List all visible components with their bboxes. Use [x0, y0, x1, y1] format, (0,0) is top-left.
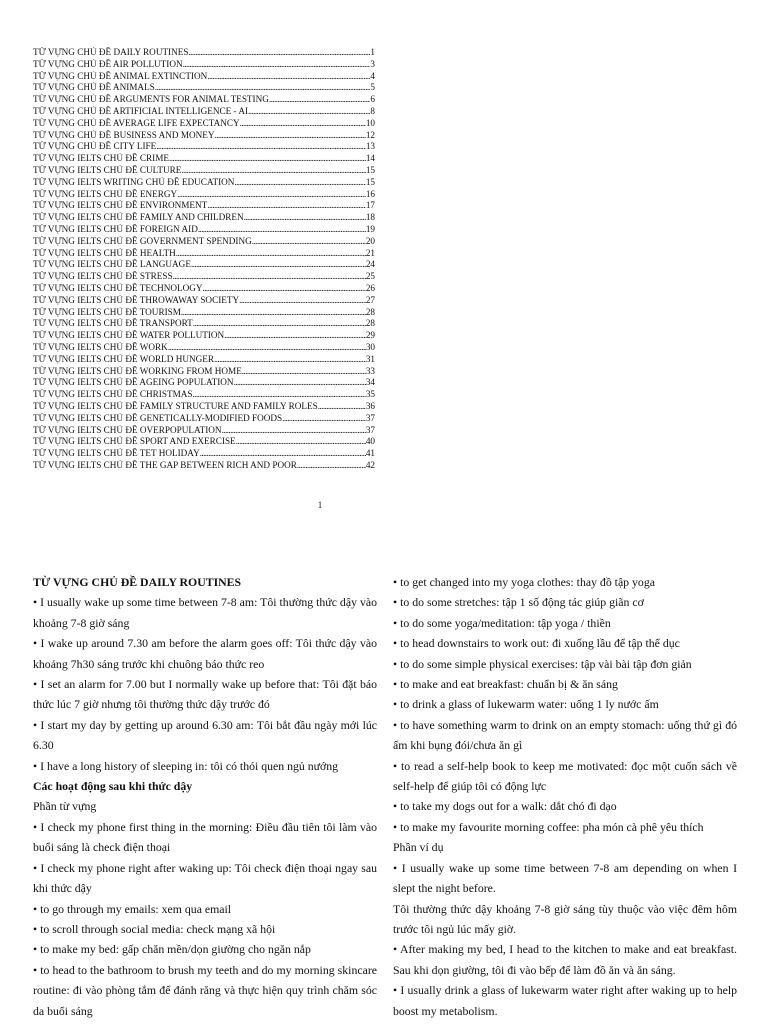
- right-column: [393, 572, 737, 1021]
- toc-entry[interactable]: [33, 59, 375, 71]
- toc-leader-dots: [234, 377, 366, 389]
- table-of-contents: [33, 47, 375, 472]
- toc-entry-title: TỪ VỰNG IELTS CHỦ ĐỀ FAMILY STRUCTURE AND FAMILY ROLES: [33, 400, 318, 411]
- toc-entry[interactable]: [33, 283, 375, 295]
- toc-leader-dots: [198, 224, 366, 236]
- toc-entry-page: 41: [365, 448, 375, 459]
- toc-entry-page: 34: [365, 377, 375, 388]
- toc-leader-dots: [269, 94, 371, 106]
- toc-entry[interactable]: [33, 318, 375, 330]
- toc-entry[interactable]: [33, 448, 375, 460]
- toc-entry[interactable]: [33, 71, 375, 83]
- toc-entry-page: 40: [365, 436, 375, 447]
- toc-entry[interactable]: [33, 354, 375, 366]
- toc-entry-page: 28: [365, 318, 375, 329]
- paragraph: • to make my bed: gấp chăn mền/dọn giường cho ngăn nắp: [33, 942, 311, 957]
- paragraph: Phần từ vựng: [33, 799, 97, 814]
- toc-entry-page: 10: [365, 117, 375, 128]
- paragraph: • to make my favourite morning coffee: pha món cà phê yêu thích: [393, 819, 704, 834]
- paragraph: • to get changed into my yoga clothes: thay đồ tập yoga: [393, 575, 655, 589]
- toc-leader-dots: [282, 413, 366, 425]
- toc-leader-dots: [215, 130, 366, 142]
- paragraph: Tôi thường thức dậy khoảng 7-8 giờ sáng tùy thuộc vào việc đêm hôm trước tôi ngủ lúc mấy giờ.: [393, 901, 737, 936]
- toc-entry[interactable]: [33, 342, 375, 354]
- toc-entry-title: TỪ VỰNG IELTS CHỦ ĐỀ FAMILY AND CHILDREN: [33, 212, 244, 223]
- toc-entry[interactable]: [33, 330, 375, 342]
- toc-entry-page: 21: [365, 247, 375, 258]
- toc-leader-dots: [240, 118, 366, 130]
- toc-entry-page: 37: [365, 412, 375, 423]
- toc-entry-page: 20: [365, 235, 375, 246]
- toc-entry-page: 8: [370, 105, 375, 116]
- paragraph: • to scroll through social media: check mạng xã hội: [33, 921, 276, 936]
- toc-leader-dots: [156, 141, 366, 153]
- toc-entry-title: TỪ VỰNG CHỦ ĐỀ ANIMALS: [33, 82, 155, 93]
- toc-entry-page: 25: [365, 271, 375, 282]
- toc-entry-page: 28: [365, 306, 375, 317]
- toc-entry-page: 36: [365, 400, 375, 411]
- toc-leader-dots: [183, 59, 371, 71]
- paragraph: • I usually wake up some time between 7-8 am: Tôi thường thức dậy vào khoảng 7-8 giờ sáng: [33, 595, 377, 630]
- toc-entry[interactable]: [33, 94, 375, 106]
- toc-entry-page: 18: [365, 212, 375, 223]
- toc-leader-dots: [248, 106, 370, 118]
- paragraph: • I start my day by getting up around 6.30 am: Tôi bắt đầu ngày mới lúc 6.30: [33, 717, 377, 753]
- paragraph: • After making my bed, I head to the kitchen to make and eat breakfast. Sau khi dọn giường, tôi đi vào bếp để làm đồ ăn và ăn sáng.: [393, 942, 737, 977]
- paragraph: • I usually drink a glass of lukewarm water right after waking up to help boost my metabolism.: [393, 983, 737, 1018]
- section-heading: TỪ VỰNG CHỦ ĐỀ DAILY ROUTINES: [33, 575, 242, 589]
- toc-entry-title: TỪ VỰNG CHỦ ĐỀ AIR POLLUTION: [33, 58, 183, 69]
- toc-leader-dots: [192, 389, 365, 401]
- toc-entry-title: TỪ VỰNG IELTS CHỦ ĐỀ WORKING FROM HOME: [33, 365, 242, 376]
- paragraph: • to drink a glass of lukewarm water: uống 1 ly nước ấm: [393, 697, 659, 712]
- toc-entry[interactable]: [33, 271, 375, 283]
- toc-entry-title: TỪ VỰNG IELTS CHỦ ĐỀ THROWAWAY SOCIETY: [33, 294, 240, 305]
- toc-entry[interactable]: [33, 236, 375, 248]
- toc-entry-title: TỪ VỰNG IELTS CHỦ ĐỀ TOURISM: [33, 306, 181, 317]
- toc-leader-dots: [236, 436, 366, 448]
- toc-entry[interactable]: [33, 141, 375, 153]
- toc-entry-page: 19: [365, 223, 375, 234]
- toc-entry-page: 30: [365, 341, 375, 352]
- toc-entry[interactable]: [33, 189, 375, 201]
- toc-entry[interactable]: [33, 200, 375, 212]
- toc-entry-title: TỪ VỰNG IELTS CHỦ ĐỀ CHRISTMAS: [33, 389, 193, 400]
- toc-entry[interactable]: [33, 248, 375, 260]
- toc-entry[interactable]: [33, 377, 375, 389]
- toc-entry-title: TỪ VỰNG IELTS CHỦ ĐỀ TECHNOLOGY: [33, 282, 203, 293]
- paragraph: • I check my phone first thing in the morning: Điều đầu tiên tôi làm vào buổi sáng là check điện thoại: [33, 819, 377, 855]
- toc-entry-page: 26: [365, 282, 375, 293]
- paragraph: • I have a long history of sleeping in: tôi có thói quen ngủ nướng: [33, 758, 339, 773]
- toc-entry-title: TỪ VỰNG CHỦ ĐỀ ARTIFICIAL INTELLIGENCE - AI: [33, 105, 249, 116]
- toc-leader-dots: [200, 448, 366, 460]
- toc-entry-page: 1: [370, 47, 375, 57]
- toc-entry-page: 31: [365, 353, 375, 364]
- toc-entry-page: 4: [370, 70, 375, 81]
- toc-leader-dots: [168, 342, 366, 354]
- toc-entry[interactable]: [33, 47, 375, 59]
- toc-leader-dots: [181, 307, 366, 319]
- toc-entry[interactable]: [33, 366, 375, 378]
- toc-entry-title: TỪ VỰNG IELTS CHỦ ĐỀ SPORT AND EXERCISE: [33, 436, 236, 447]
- toc-entry[interactable]: [33, 177, 375, 189]
- toc-entry[interactable]: [33, 165, 375, 177]
- toc-leader-dots: [176, 248, 366, 260]
- toc-entry-page: 3: [370, 58, 375, 69]
- toc-entry[interactable]: [33, 212, 375, 224]
- toc-entry-title: TỪ VỰNG IELTS CHỦ ĐỀ CRIME: [33, 153, 169, 164]
- toc-entry-title: TỪ VỰNG CHỦ ĐỀ CITY LIFE: [33, 141, 157, 152]
- toc-entry-title: TỪ VỰNG IELTS CHỦ ĐỀ TRANSPORT: [33, 318, 193, 329]
- paragraph: • to do some stretches: tập 1 số động tác giúp giãn cơ: [393, 595, 644, 610]
- toc-entry-title: TỪ VỰNG IELTS CHỦ ĐỀ WORLD HUNGER: [33, 353, 214, 364]
- toc-entry-page: 16: [365, 188, 375, 199]
- toc-leader-dots: [191, 259, 366, 271]
- toc-entry[interactable]: [33, 389, 375, 401]
- toc-entry[interactable]: [33, 436, 375, 448]
- toc-entry-title: TỪ VỰNG IELTS CHỦ ĐỀ CULTURE: [33, 164, 182, 175]
- toc-leader-dots: [244, 212, 366, 224]
- toc-entry[interactable]: [33, 295, 375, 307]
- toc-entry-title: TỪ VỰNG IELTS CHỦ ĐỀ HEALTH: [33, 247, 176, 258]
- toc-leader-dots: [207, 200, 366, 212]
- toc-entry-title: TỪ VỰNG IELTS CHỦ ĐỀ FOREIGN AID: [33, 223, 198, 234]
- toc-leader-dots: [193, 318, 366, 330]
- toc-entry[interactable]: [33, 130, 375, 142]
- paragraph: • I set an alarm for 7.00 but I normally wake up before that: Tôi đặt báo thức lúc 7 giờ nhưng tôi thường thức dậy trước đó: [33, 677, 377, 712]
- toc-entry-title: TỪ VỰNG IELTS WRITING CHỦ ĐỀ EDUCATION: [33, 176, 235, 187]
- toc-leader-dots: [203, 283, 366, 295]
- toc-entry-page: 33: [365, 365, 375, 376]
- toc-leader-dots: [297, 460, 366, 472]
- paragraph: • to go through my emails: xem qua email: [33, 901, 232, 916]
- toc-leader-dots: [177, 189, 366, 201]
- toc-entry[interactable]: [33, 224, 375, 236]
- paragraph: • to have something warm to drink on an empty stomach: uống thứ gì đó ấm khi bụng đói/chưa ăn gì: [393, 717, 737, 753]
- toc-entry-title: TỪ VỰNG IELTS CHỦ ĐỀ AGEING POPULATION: [33, 377, 234, 388]
- toc-leader-dots: [222, 425, 366, 437]
- toc-entry-page: 14: [365, 153, 375, 164]
- paragraph: • to head to the bathroom to brush my teeth and do my morning skincare routine: đi vào phòng tắm để đánh răng và thực hiện quy trình chăm sóc da buổi sáng: [33, 962, 377, 1018]
- toc-entry-title: TỪ VỰNG IELTS CHỦ ĐỀ GENETICALLY-MODIFIED FOODS: [33, 412, 283, 423]
- toc-entry-page: 35: [365, 389, 375, 400]
- toc-entry-title: TỪ VỰNG CHỦ ĐỀ AVERAGE LIFE EXPECTANCY: [33, 117, 240, 128]
- paragraph: • I check my phone right after waking up: Tôi check điện thoại ngay sau khi thức dậy: [33, 860, 377, 896]
- page-number: 1: [317, 500, 323, 510]
- toc-entry-page: 12: [365, 129, 375, 140]
- toc-leader-dots: [181, 165, 365, 177]
- paragraph: • to do some simple physical exercises: tập vài bài tập đơn giản: [393, 656, 692, 671]
- toc-entry-title: TỪ VỰNG IELTS CHỦ ĐỀ WATER POLLUTION: [33, 330, 225, 341]
- paragraph: • to take my dogs out for a walk: dắt chó đi dạo: [393, 799, 617, 814]
- paragraph: • to head downstairs to work out: đi xuống lầu để tập thể dục: [393, 636, 680, 651]
- toc-entry-title: TỪ VỰNG CHỦ ĐỀ BUSINESS AND MONEY: [33, 129, 215, 140]
- toc-leader-dots: [173, 271, 366, 283]
- toc-entry-page: 6: [370, 94, 375, 105]
- toc-entry-title: TỪ VỰNG IELTS CHỦ ĐỀ TET HOLIDAY: [33, 448, 200, 459]
- toc-entry-page: 27: [365, 294, 375, 305]
- toc-leader-dots: [224, 330, 366, 342]
- toc-entry-title: TỪ VỰNG IELTS CHỦ ĐỀ WORK: [33, 341, 168, 352]
- toc-entry-title: TỪ VỰNG IELTS CHỦ ĐỀ ENVIRONMENT: [33, 200, 208, 211]
- toc-leader-dots: [169, 153, 366, 165]
- toc-entry-page: 15: [365, 176, 375, 187]
- toc-entry-title: TỪ VỰNG CHỦ ĐỀ DAILY ROUTINES: [33, 47, 189, 57]
- toc-entry-page: 42: [365, 459, 375, 470]
- toc-leader-dots: [239, 295, 366, 307]
- toc-leader-dots: [252, 236, 366, 248]
- page-gap: [0, 520, 768, 560]
- toc-entry[interactable]: [33, 106, 375, 118]
- toc-leader-dots: [214, 354, 366, 366]
- toc-entry-title: TỪ VỰNG IELTS CHỦ ĐỀ STRESS: [33, 271, 173, 282]
- toc-leader-dots: [155, 82, 371, 94]
- toc-entry-page: 24: [365, 259, 375, 270]
- content-page: [0, 560, 768, 1024]
- toc-entry-title: TỪ VỰNG IELTS CHỦ ĐỀ THE GAP BETWEEN RICH AND POOR: [33, 459, 297, 470]
- left-column: [33, 572, 377, 1021]
- paragraph: • to do some yoga/meditation: tập yoga / thiền: [393, 615, 611, 630]
- paragraph: • I usually wake up some time between 7-8 am depending on when I slept the night before.: [393, 860, 737, 896]
- toc-entry-title: TỪ VỰNG CHỦ ĐỀ ANIMAL EXTINCTION: [33, 70, 208, 81]
- toc-entry-page: 29: [365, 330, 375, 341]
- toc-entry[interactable]: [33, 401, 375, 413]
- toc-leader-dots: [318, 401, 366, 413]
- paragraph: • to make and eat breakfast: chuẩn bị & ăn sáng: [393, 677, 618, 692]
- toc-entry-title: TỪ VỰNG IELTS CHỦ ĐỀ OVERPOPULATION: [33, 424, 222, 435]
- paragraph: • I wake up around 7.30 am before the alarm goes off: Tôi thức dậy vào khoảng 7h30 sáng trước khi chuông báo thức reo: [33, 636, 377, 671]
- toc-entry[interactable]: [33, 82, 375, 94]
- toc-entry[interactable]: [33, 413, 375, 425]
- toc-leader-dots: [188, 47, 370, 59]
- toc-entry[interactable]: [33, 425, 375, 437]
- section-heading: Các hoạt động sau khi thức dậy: [33, 779, 193, 794]
- paragraph: Phần ví dụ: [393, 840, 444, 855]
- toc-entry[interactable]: [33, 118, 375, 130]
- toc-entry-title: TỪ VỰNG CHỦ ĐỀ ARGUMENTS FOR ANIMAL TESTING: [33, 94, 269, 105]
- toc-entry-title: TỪ VỰNG IELTS CHỦ ĐỀ LANGUAGE: [33, 259, 191, 270]
- toc-entry-title: TỪ VỰNG IELTS CHỦ ĐỀ ENERGY: [33, 188, 178, 199]
- toc-entry-page: 5: [370, 82, 375, 93]
- toc-entry-page: 13: [365, 141, 375, 152]
- toc-entry[interactable]: [33, 259, 375, 271]
- toc-entry[interactable]: [33, 460, 375, 472]
- toc-leader-dots: [234, 177, 365, 189]
- toc-entry[interactable]: [33, 307, 375, 319]
- toc-entry-title: TỪ VỰNG IELTS CHỦ ĐỀ GOVERNMENT SPENDING: [33, 235, 252, 246]
- toc-entry-page: 17: [365, 200, 375, 211]
- toc-entry-page: 37: [365, 424, 375, 435]
- toc-entry-page: 15: [365, 164, 375, 175]
- toc-leader-dots: [242, 366, 366, 378]
- paragraph: • to read a self-help book to keep me motivated: đọc một cuốn sách về self-help để giúp tôi có động lực: [393, 758, 737, 794]
- toc-leader-dots: [207, 71, 370, 83]
- toc-entry[interactable]: [33, 153, 375, 165]
